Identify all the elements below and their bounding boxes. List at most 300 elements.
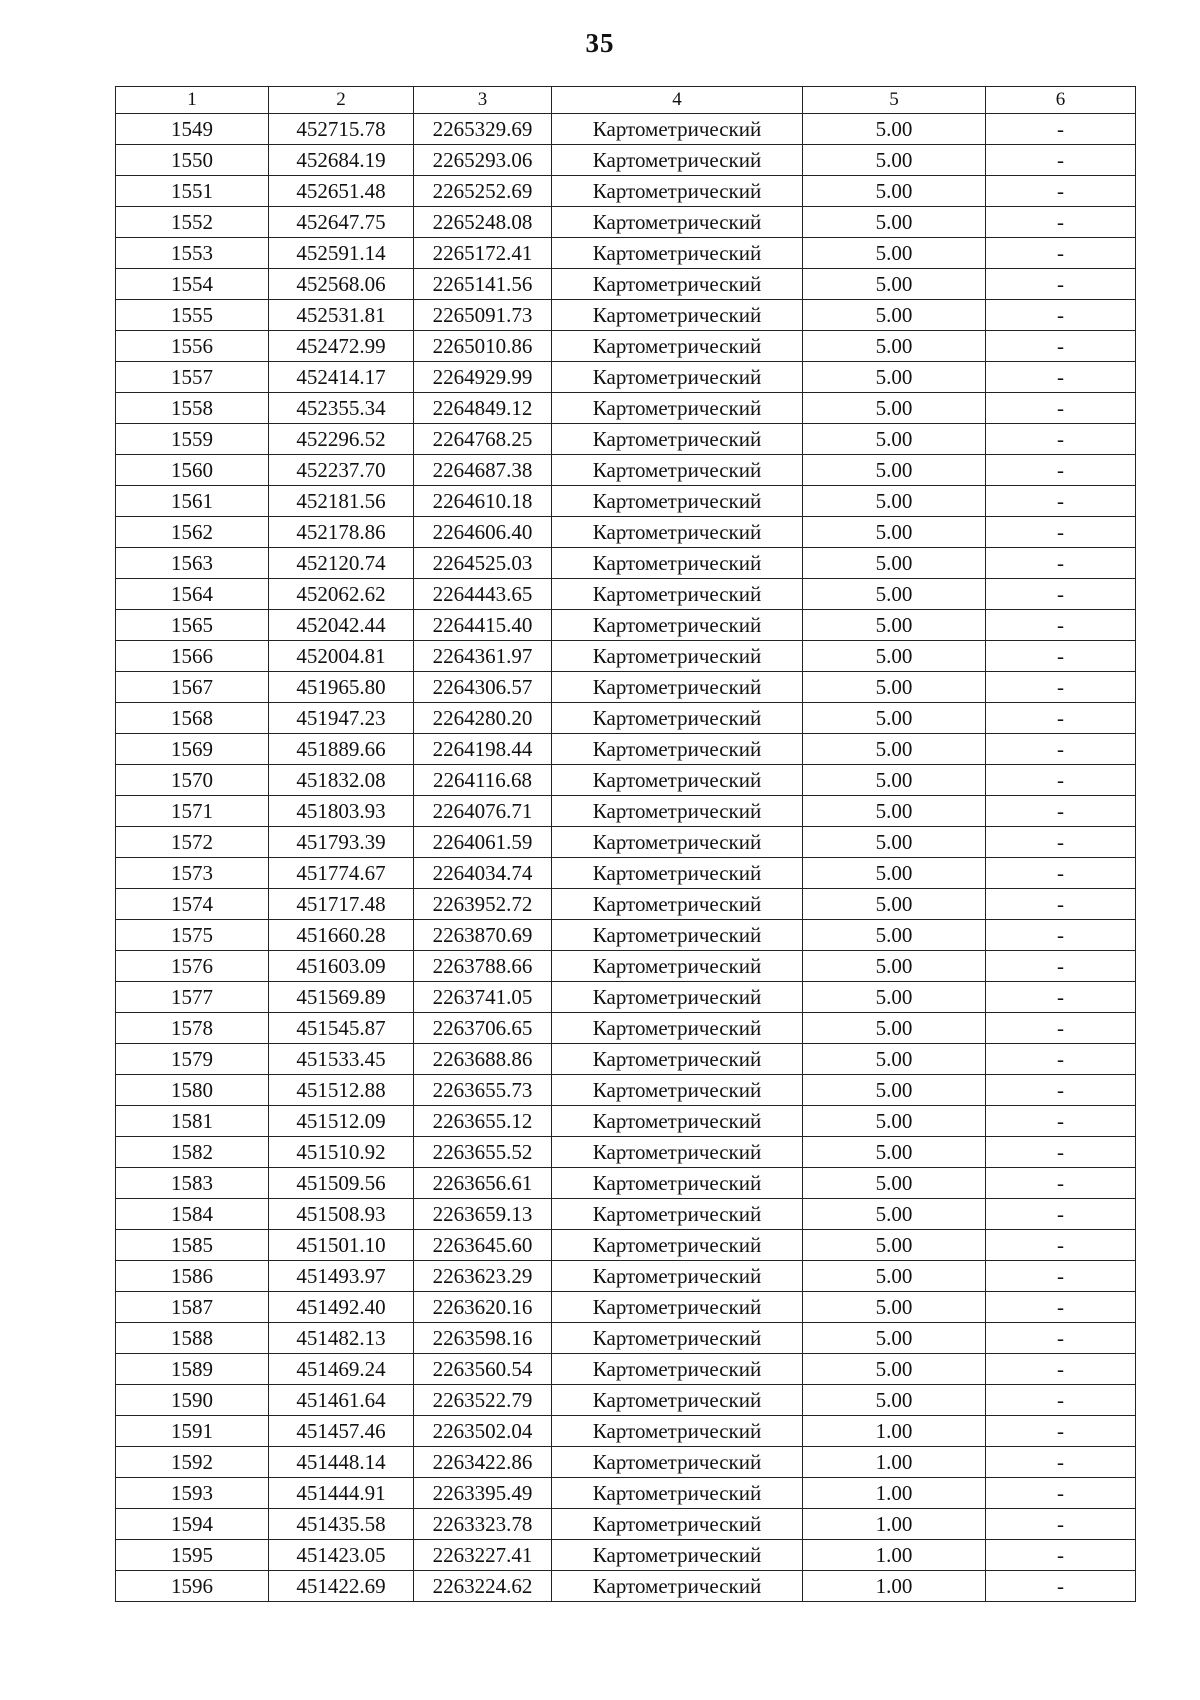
y-coordinate-cell: 2263620.16 [414,1292,552,1323]
x-coordinate-cell: 452355.34 [269,393,414,424]
note-cell: - [986,207,1136,238]
x-coordinate-cell: 451482.13 [269,1323,414,1354]
method-cell: Картометрический [552,1354,803,1385]
y-coordinate-cell: 2263502.04 [414,1416,552,1447]
point-number-cell: 1581 [116,1106,269,1137]
method-cell: Картометрический [552,1385,803,1416]
accuracy-cell: 5.00 [803,1106,986,1137]
accuracy-cell: 5.00 [803,920,986,951]
table-row [116,1199,1136,1230]
accuracy-cell: 5.00 [803,548,986,579]
note-cell: - [986,1106,1136,1137]
y-coordinate-cell: 2263598.16 [414,1323,552,1354]
accuracy-cell: 5.00 [803,1199,986,1230]
accuracy-cell: 5.00 [803,114,986,145]
point-number-cell: 1557 [116,362,269,393]
x-coordinate-cell: 452472.99 [269,331,414,362]
table-row [116,920,1136,951]
point-number-cell: 1583 [116,1168,269,1199]
x-coordinate-cell: 451512.88 [269,1075,414,1106]
method-cell: Картометрический [552,1044,803,1075]
note-cell: - [986,951,1136,982]
accuracy-cell: 5.00 [803,455,986,486]
x-coordinate-cell: 451793.39 [269,827,414,858]
note-cell: - [986,982,1136,1013]
note-cell: - [986,827,1136,858]
point-number-cell: 1590 [116,1385,269,1416]
x-coordinate-cell: 452531.81 [269,300,414,331]
accuracy-cell: 5.00 [803,393,986,424]
page-number: 35 [585,28,615,58]
table-row [116,269,1136,300]
note-cell: - [986,1261,1136,1292]
accuracy-cell: 5.00 [803,1261,986,1292]
method-cell: Картометрический [552,641,803,672]
x-coordinate-cell: 452062.62 [269,579,414,610]
y-coordinate-cell: 2263952.72 [414,889,552,920]
x-coordinate-cell: 451832.08 [269,765,414,796]
y-coordinate-cell: 2263655.12 [414,1106,552,1137]
method-cell: Картометрический [552,1261,803,1292]
accuracy-cell: 1.00 [803,1447,986,1478]
table-row [116,1075,1136,1106]
note-cell: - [986,920,1136,951]
y-coordinate-cell: 2263323.78 [414,1509,552,1540]
y-coordinate-cell: 2264687.38 [414,455,552,486]
accuracy-cell: 5.00 [803,1292,986,1323]
x-coordinate-cell: 452004.81 [269,641,414,672]
accuracy-cell: 5.00 [803,703,986,734]
y-coordinate-cell: 2265172.41 [414,238,552,269]
method-cell: Картометрический [552,1168,803,1199]
method-cell: Картометрический [552,1447,803,1478]
table-row [116,455,1136,486]
method-cell: Картометрический [552,951,803,982]
point-number-cell: 1587 [116,1292,269,1323]
note-cell: - [986,331,1136,362]
accuracy-cell: 5.00 [803,1044,986,1075]
note-cell: - [986,424,1136,455]
point-number-cell: 1553 [116,238,269,269]
table-row [116,176,1136,207]
table-row [116,1137,1136,1168]
table-row [116,1509,1136,1540]
y-coordinate-cell: 2265091.73 [414,300,552,331]
note-cell: - [986,393,1136,424]
method-cell: Картометрический [552,610,803,641]
accuracy-cell: 1.00 [803,1478,986,1509]
method-cell: Картометрический [552,548,803,579]
method-cell: Картометрический [552,858,803,889]
x-coordinate-cell: 451469.24 [269,1354,414,1385]
x-coordinate-cell: 451444.91 [269,1478,414,1509]
x-coordinate-cell: 451509.56 [269,1168,414,1199]
accuracy-cell: 5.00 [803,796,986,827]
note-cell: - [986,672,1136,703]
x-coordinate-cell: 451774.67 [269,858,414,889]
point-number-cell: 1593 [116,1478,269,1509]
y-coordinate-cell: 2263227.41 [414,1540,552,1571]
x-coordinate-cell: 451461.64 [269,1385,414,1416]
method-cell: Картометрический [552,889,803,920]
note-cell: - [986,1540,1136,1571]
method-cell: Картометрический [552,114,803,145]
note-cell: - [986,1447,1136,1478]
table-row [116,1571,1136,1602]
method-cell: Картометрический [552,145,803,176]
note-cell: - [986,610,1136,641]
note-cell: - [986,641,1136,672]
x-coordinate-cell: 451603.09 [269,951,414,982]
y-coordinate-cell: 2263688.86 [414,1044,552,1075]
method-cell: Картометрический [552,579,803,610]
coordinates-table [115,86,1136,1602]
column-header-1: 1 [116,87,269,114]
accuracy-cell: 5.00 [803,1323,986,1354]
point-number-cell: 1556 [116,331,269,362]
y-coordinate-cell: 2263656.61 [414,1168,552,1199]
y-coordinate-cell: 2264061.59 [414,827,552,858]
point-number-cell: 1573 [116,858,269,889]
x-coordinate-cell: 451457.46 [269,1416,414,1447]
accuracy-cell: 5.00 [803,300,986,331]
y-coordinate-cell: 2264361.97 [414,641,552,672]
point-number-cell: 1594 [116,1509,269,1540]
method-cell: Картометрический [552,1013,803,1044]
x-coordinate-cell: 452237.70 [269,455,414,486]
table-row [116,362,1136,393]
point-number-cell: 1566 [116,641,269,672]
column-header-4: 4 [552,87,803,114]
x-coordinate-cell: 451422.69 [269,1571,414,1602]
y-coordinate-cell: 2263659.13 [414,1199,552,1230]
method-cell: Картометрический [552,176,803,207]
method-cell: Картометрический [552,703,803,734]
table-row [116,827,1136,858]
x-coordinate-cell: 451533.45 [269,1044,414,1075]
point-number-cell: 1558 [116,393,269,424]
table-row [116,145,1136,176]
point-number-cell: 1585 [116,1230,269,1261]
point-number-cell: 1574 [116,889,269,920]
y-coordinate-cell: 2265329.69 [414,114,552,145]
point-number-cell: 1560 [116,455,269,486]
x-coordinate-cell: 452647.75 [269,207,414,238]
note-cell: - [986,1354,1136,1385]
table-row [116,889,1136,920]
accuracy-cell: 5.00 [803,610,986,641]
point-number-cell: 1561 [116,486,269,517]
point-number-cell: 1586 [116,1261,269,1292]
point-number-cell: 1579 [116,1044,269,1075]
point-number-cell: 1576 [116,951,269,982]
point-number-cell: 1550 [116,145,269,176]
x-coordinate-cell: 451717.48 [269,889,414,920]
table-row [116,1354,1136,1385]
method-cell: Картометрический [552,393,803,424]
accuracy-cell: 5.00 [803,176,986,207]
note-cell: - [986,517,1136,548]
table-row [116,672,1136,703]
method-cell: Картометрический [552,331,803,362]
point-number-cell: 1595 [116,1540,269,1571]
y-coordinate-cell: 2264034.74 [414,858,552,889]
x-coordinate-cell: 451492.40 [269,1292,414,1323]
note-cell: - [986,176,1136,207]
table-row [116,858,1136,889]
table-body [116,114,1136,1602]
point-number-cell: 1578 [116,1013,269,1044]
point-number-cell: 1554 [116,269,269,300]
method-cell: Картометрический [552,1540,803,1571]
y-coordinate-cell: 2264929.99 [414,362,552,393]
point-number-cell: 1580 [116,1075,269,1106]
note-cell: - [986,1199,1136,1230]
note-cell: - [986,1385,1136,1416]
x-coordinate-cell: 451660.28 [269,920,414,951]
accuracy-cell: 5.00 [803,858,986,889]
x-coordinate-cell: 451889.66 [269,734,414,765]
point-number-cell: 1549 [116,114,269,145]
x-coordinate-cell: 451435.58 [269,1509,414,1540]
y-coordinate-cell: 2264849.12 [414,393,552,424]
x-coordinate-cell: 451423.05 [269,1540,414,1571]
table-row [116,1416,1136,1447]
note-cell: - [986,300,1136,331]
point-number-cell: 1582 [116,1137,269,1168]
note-cell: - [986,1509,1136,1540]
note-cell: - [986,238,1136,269]
table-row [116,1447,1136,1478]
y-coordinate-cell: 2264415.40 [414,610,552,641]
method-cell: Картометрический [552,1323,803,1354]
y-coordinate-cell: 2264306.57 [414,672,552,703]
table-row [116,796,1136,827]
accuracy-cell: 5.00 [803,424,986,455]
accuracy-cell: 5.00 [803,331,986,362]
accuracy-cell: 5.00 [803,1168,986,1199]
method-cell: Картометрический [552,1292,803,1323]
accuracy-cell: 5.00 [803,1354,986,1385]
accuracy-cell: 1.00 [803,1416,986,1447]
accuracy-cell: 5.00 [803,1385,986,1416]
point-number-cell: 1559 [116,424,269,455]
method-cell: Картометрический [552,207,803,238]
table-row [116,1168,1136,1199]
point-number-cell: 1588 [116,1323,269,1354]
method-cell: Картометрический [552,1230,803,1261]
note-cell: - [986,889,1136,920]
method-cell: Картометрический [552,455,803,486]
accuracy-cell: 5.00 [803,517,986,548]
method-cell: Картометрический [552,1075,803,1106]
note-cell: - [986,114,1136,145]
y-coordinate-cell: 2265141.56 [414,269,552,300]
y-coordinate-cell: 2263560.54 [414,1354,552,1385]
point-number-cell: 1575 [116,920,269,951]
y-coordinate-cell: 2264768.25 [414,424,552,455]
point-number-cell: 1568 [116,703,269,734]
y-coordinate-cell: 2264280.20 [414,703,552,734]
point-number-cell: 1555 [116,300,269,331]
column-header-6: 6 [986,87,1136,114]
y-coordinate-cell: 2265293.06 [414,145,552,176]
y-coordinate-cell: 2264525.03 [414,548,552,579]
accuracy-cell: 5.00 [803,827,986,858]
point-number-cell: 1571 [116,796,269,827]
table-row [116,641,1136,672]
method-cell: Картометрический [552,672,803,703]
y-coordinate-cell: 2265252.69 [414,176,552,207]
y-coordinate-cell: 2264198.44 [414,734,552,765]
note-cell: - [986,145,1136,176]
y-coordinate-cell: 2263645.60 [414,1230,552,1261]
point-number-cell: 1567 [116,672,269,703]
table-row [116,331,1136,362]
y-coordinate-cell: 2264606.40 [414,517,552,548]
method-cell: Картометрический [552,1571,803,1602]
point-number-cell: 1570 [116,765,269,796]
accuracy-cell: 5.00 [803,889,986,920]
method-cell: Картометрический [552,486,803,517]
x-coordinate-cell: 452181.56 [269,486,414,517]
y-coordinate-cell: 2264443.65 [414,579,552,610]
y-coordinate-cell: 2263741.05 [414,982,552,1013]
y-coordinate-cell: 2263706.65 [414,1013,552,1044]
x-coordinate-cell: 452414.17 [269,362,414,393]
method-cell: Картометрический [552,1478,803,1509]
table-row [116,1478,1136,1509]
x-coordinate-cell: 451803.93 [269,796,414,827]
x-coordinate-cell: 451508.93 [269,1199,414,1230]
x-coordinate-cell: 451501.10 [269,1230,414,1261]
note-cell: - [986,1168,1136,1199]
column-header-3: 3 [414,87,552,114]
accuracy-cell: 5.00 [803,951,986,982]
y-coordinate-cell: 2263870.69 [414,920,552,951]
accuracy-cell: 5.00 [803,1075,986,1106]
y-coordinate-cell: 2263224.62 [414,1571,552,1602]
column-header-2: 2 [269,87,414,114]
y-coordinate-cell: 2263655.73 [414,1075,552,1106]
y-coordinate-cell: 2263522.79 [414,1385,552,1416]
y-coordinate-cell: 2263655.52 [414,1137,552,1168]
table-row [116,207,1136,238]
point-number-cell: 1591 [116,1416,269,1447]
table-row [116,1261,1136,1292]
method-cell: Картометрический [552,827,803,858]
note-cell: - [986,1416,1136,1447]
table-row [116,765,1136,796]
accuracy-cell: 5.00 [803,486,986,517]
accuracy-cell: 5.00 [803,672,986,703]
y-coordinate-cell: 2264116.68 [414,765,552,796]
note-cell: - [986,486,1136,517]
note-cell: - [986,579,1136,610]
header-row [116,87,1136,114]
point-number-cell: 1569 [116,734,269,765]
column-header-5: 5 [803,87,986,114]
table-row [116,982,1136,1013]
method-cell: Картометрический [552,982,803,1013]
table-row [116,424,1136,455]
point-number-cell: 1551 [116,176,269,207]
point-number-cell: 1592 [116,1447,269,1478]
x-coordinate-cell: 451512.09 [269,1106,414,1137]
method-cell: Картометрический [552,238,803,269]
table-row [116,1292,1136,1323]
table-row [116,1044,1136,1075]
method-cell: Картометрический [552,1416,803,1447]
y-coordinate-cell: 2264610.18 [414,486,552,517]
point-number-cell: 1563 [116,548,269,579]
method-cell: Картометрический [552,517,803,548]
y-coordinate-cell: 2265248.08 [414,207,552,238]
method-cell: Картометрический [552,920,803,951]
accuracy-cell: 5.00 [803,765,986,796]
method-cell: Картометрический [552,1106,803,1137]
note-cell: - [986,362,1136,393]
note-cell: - [986,1478,1136,1509]
note-cell: - [986,1013,1136,1044]
method-cell: Картометрический [552,734,803,765]
note-cell: - [986,703,1136,734]
point-number-cell: 1564 [116,579,269,610]
accuracy-cell: 5.00 [803,207,986,238]
method-cell: Картометрический [552,1199,803,1230]
table-row [116,1540,1136,1571]
note-cell: - [986,269,1136,300]
accuracy-cell: 5.00 [803,1137,986,1168]
point-number-cell: 1584 [116,1199,269,1230]
x-coordinate-cell: 452591.14 [269,238,414,269]
y-coordinate-cell: 2265010.86 [414,331,552,362]
x-coordinate-cell: 451448.14 [269,1447,414,1478]
accuracy-cell: 5.00 [803,362,986,393]
table-row [116,951,1136,982]
y-coordinate-cell: 2263623.29 [414,1261,552,1292]
x-coordinate-cell: 451510.92 [269,1137,414,1168]
x-coordinate-cell: 451493.97 [269,1261,414,1292]
note-cell: - [986,1044,1136,1075]
note-cell: - [986,1571,1136,1602]
x-coordinate-cell: 452651.48 [269,176,414,207]
table-row [116,486,1136,517]
accuracy-cell: 5.00 [803,734,986,765]
method-cell: Картометрический [552,1137,803,1168]
table-row [116,238,1136,269]
table-row [116,1385,1136,1416]
accuracy-cell: 5.00 [803,145,986,176]
note-cell: - [986,796,1136,827]
point-number-cell: 1572 [116,827,269,858]
method-cell: Картометрический [552,1509,803,1540]
table-row [116,517,1136,548]
table-row [116,1230,1136,1261]
note-cell: - [986,1292,1136,1323]
accuracy-cell: 5.00 [803,982,986,1013]
table-row [116,703,1136,734]
y-coordinate-cell: 2263422.86 [414,1447,552,1478]
x-coordinate-cell: 452042.44 [269,610,414,641]
accuracy-cell: 5.00 [803,1013,986,1044]
accuracy-cell: 5.00 [803,579,986,610]
method-cell: Картометрический [552,269,803,300]
x-coordinate-cell: 451947.23 [269,703,414,734]
x-coordinate-cell: 452178.86 [269,517,414,548]
accuracy-cell: 5.00 [803,1230,986,1261]
method-cell: Картометрический [552,796,803,827]
